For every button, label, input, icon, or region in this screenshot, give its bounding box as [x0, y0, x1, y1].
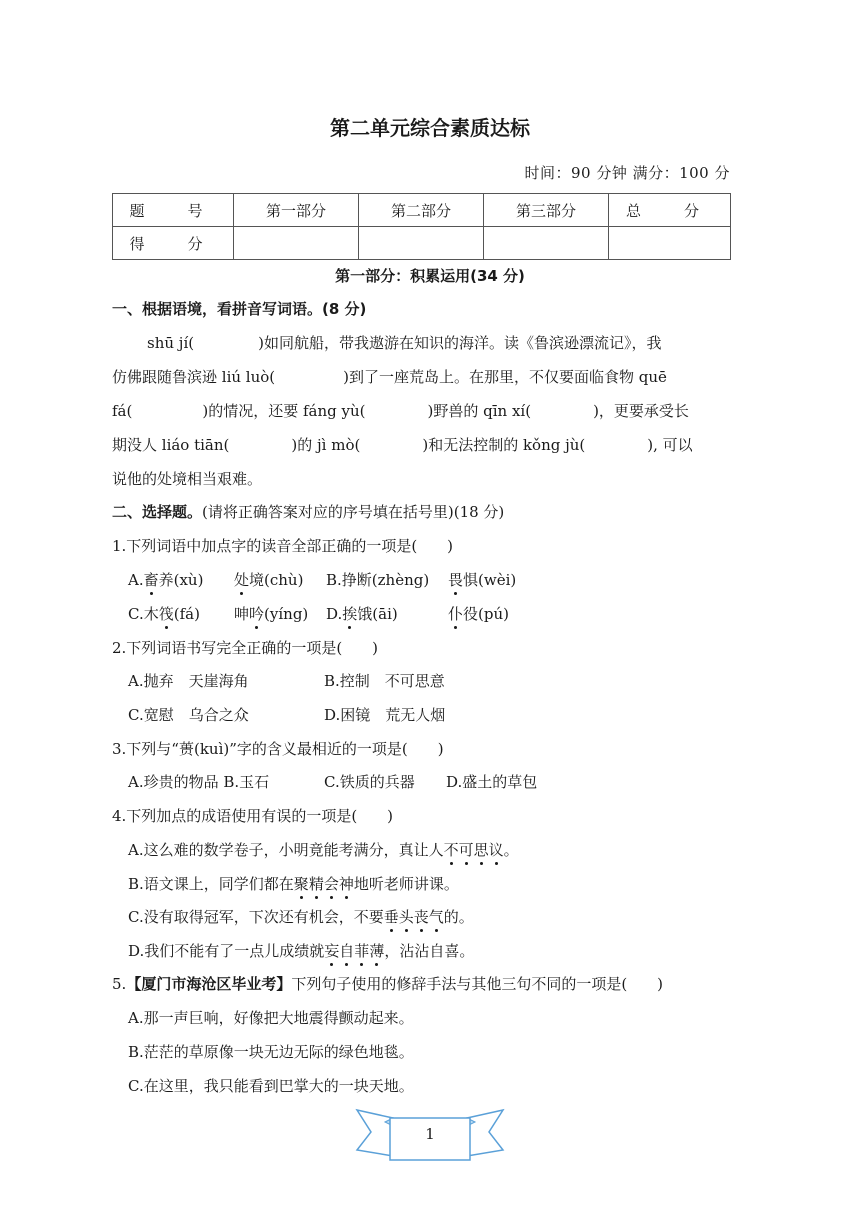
item1-option-b[interactable] [326, 569, 448, 590]
option-text: 境(chù) [249, 571, 304, 589]
q1-text: 仿佛跟随鲁滨逊 liú luò( [112, 368, 276, 386]
option-text: 。 [503, 841, 519, 859]
item3-option-ab[interactable]: A.珍贵的物品 B.玉石 [128, 773, 270, 791]
q1-text: )的情况，还要 fáng yù( [202, 402, 366, 420]
option-text: 地听老师讲课。 [353, 875, 459, 893]
page-title: 第二单元综合素质达标 [330, 116, 530, 140]
q1-line-1 [147, 332, 731, 353]
q1-text: )野兽的 qīn xí( [427, 402, 532, 420]
page-number: 1 [425, 1125, 435, 1143]
q1-text: )和无法控制的 kǒng jù( [422, 436, 586, 454]
time-info: 时间：90 分钟 满分：100 分 [524, 164, 730, 182]
dotted-idiom [324, 942, 384, 960]
item5-option-b[interactable]: B.茫茫的草原像一块无边无际的绿色地毯。 [128, 1043, 414, 1061]
item5-stem [112, 973, 731, 994]
q1-text: )如同航船，带我遨游在知识的海洋。读《鲁滨逊漂流记》，我 [258, 334, 662, 352]
q1-text: shū jí( [147, 334, 195, 352]
dotted-char: 可 [458, 841, 474, 859]
score-header-cell: 题 号 [113, 194, 234, 227]
q1-heading: 一、根据语境，看拼音写词语。(8 分) [112, 300, 367, 318]
dotted-idiom [294, 875, 354, 893]
dotted-char: 挨 [342, 605, 358, 623]
score-input-cell[interactable] [234, 227, 359, 260]
item2-options-row1 [128, 670, 747, 691]
q1-text: )的 jì mò( [291, 436, 361, 454]
item1-option-d[interactable] [326, 603, 448, 624]
dotted-char: 丧 [413, 908, 429, 926]
option-prefix: D. [326, 605, 343, 623]
dotted-char: 菲 [354, 942, 370, 960]
dotted-char: 头 [398, 908, 414, 926]
option-prefix: A. [128, 571, 144, 589]
item1-word4b [448, 605, 509, 623]
item1-stem: 1.下列词语中加点字的读音全部正确的一项是( ) [112, 537, 454, 555]
score-row-label: 得 分 [113, 227, 234, 260]
option-prefix: C.木 [128, 605, 159, 623]
item-number: 5. [112, 975, 127, 993]
q1-text: 期没人 liáo tiān( [112, 436, 230, 454]
item2-option-b[interactable]: B.控制 不可思意 [324, 672, 445, 690]
item1-word4 [448, 571, 516, 589]
item1-option-a[interactable] [128, 569, 234, 590]
option-text: 呻 [234, 605, 250, 623]
item4-option-a[interactable] [128, 839, 747, 860]
score-header-cell: 第一部分 [234, 194, 359, 227]
score-header-cell: 第二部分 [359, 194, 484, 227]
option-text: B.语文课上，同学们都在 [128, 875, 294, 893]
score-table-header-row [113, 194, 731, 227]
dotted-char: 吟 [249, 605, 265, 623]
q2-heading-bold: 二、选择题。 [112, 503, 203, 521]
score-input-cell[interactable] [609, 227, 731, 260]
dotted-char: 思 [473, 841, 489, 859]
q1-line-3 [112, 400, 731, 421]
item3-option-c[interactable]: C.铁质的兵器 [324, 773, 415, 791]
stem-text: 下列句子使用的修辞手法与其他三句不同的一项是( ) [291, 975, 664, 993]
dotted-char: 垂 [383, 908, 399, 926]
score-table [112, 193, 731, 260]
dotted-char: 畏 [448, 571, 464, 589]
dotted-char: 畜 [143, 571, 159, 589]
dotted-char: 薄 [369, 942, 385, 960]
dotted-char: 气 [428, 908, 444, 926]
option-prefix: B.挣 [326, 571, 357, 589]
option-text: 断(zhèng) [356, 571, 430, 589]
q1-text: fá( [112, 402, 133, 420]
item5-option-a[interactable]: A.那一声巨响，好像把大地震得颤动起来。 [128, 1009, 414, 1027]
score-table-score-row [113, 227, 731, 260]
item4-option-d[interactable] [128, 940, 747, 961]
item3-stem: 3.下列与“蒉(kuì)”字的含义最相近的一项是( ) [112, 740, 444, 758]
q1-text: )，更要承受长 [593, 402, 689, 420]
option-text: 惧(wèi) [463, 571, 517, 589]
item2-option-a[interactable]: A.抛弃 天崖海角 [128, 672, 249, 690]
item4-option-c[interactable] [128, 906, 747, 927]
part1-title: 第一部分：积累运用(34 分) [335, 267, 525, 285]
q1-line-2 [112, 366, 731, 387]
item1-option-c[interactable] [128, 603, 234, 624]
q2-heading-rest: (请将正确答案对应的序号填在括号里)(18 分) [202, 503, 505, 521]
score-input-cell[interactable] [484, 227, 609, 260]
q1-text: )到了一座荒岛上。在那里，不仅要面临食物 quē [343, 368, 667, 386]
item4-option-b[interactable] [128, 873, 747, 894]
option-text: 养(xù) [158, 571, 204, 589]
q1-text: ), 可以 [647, 436, 693, 454]
dotted-char: 妄 [324, 942, 340, 960]
option-text: 饿(āi) [357, 605, 398, 623]
q2-heading [112, 501, 731, 522]
dotted-char: 仆 [448, 605, 464, 623]
item1-word2 [234, 569, 326, 590]
item4-stem: 4.下列加点的成语使用有误的一项是( ) [112, 807, 394, 825]
score-header-cell: 总 分 [609, 194, 731, 227]
dotted-char: 会 [323, 875, 339, 893]
option-text: 的。 [443, 908, 474, 926]
item3-options [128, 771, 747, 792]
item1-word2b [234, 603, 326, 624]
dotted-char: 精 [308, 875, 324, 893]
dotted-idiom [444, 841, 504, 859]
option-text: (fá) [173, 605, 200, 623]
option-text: 役(pú) [463, 605, 509, 623]
item2-option-d[interactable]: D.困镜 荒无人烟 [324, 706, 446, 724]
item1-options-row1 [128, 569, 747, 590]
option-text: (yíng) [264, 605, 309, 623]
dotted-char: 不 [443, 841, 459, 859]
item1-options-row2 [128, 603, 747, 624]
item2-stem: 2.下列词语书写完全正确的一项是( ) [112, 639, 379, 657]
score-header-cell: 第三部分 [484, 194, 609, 227]
option-text: C.没有取得冠军，下次还有机会，不要 [128, 908, 384, 926]
dotted-char: 筏 [158, 605, 174, 623]
dotted-char: 议 [488, 841, 504, 859]
option-text: A.这么难的数学卷子，小明竟能考满分，真让人 [128, 841, 444, 859]
item3-option-d[interactable]: D.盛土的草包 [446, 773, 538, 791]
option-text: D.我们不能有了一点儿成绩就 [128, 942, 325, 960]
q1-line-4 [112, 434, 731, 455]
item5-option-c[interactable]: C.在这里，我只能看到巴掌大的一块天地。 [128, 1077, 414, 1095]
option-text: ，沾沾自喜。 [384, 942, 475, 960]
item2-options-row2 [128, 704, 747, 725]
item2-option-c[interactable]: C.宽慰 乌合之众 [128, 706, 249, 724]
score-input-cell[interactable] [359, 227, 484, 260]
source-tag: 【厦门市海沧区毕业考】 [126, 975, 292, 993]
q1-line-5: 说他的处境相当艰难。 [112, 470, 263, 488]
dotted-char: 聚 [293, 875, 309, 893]
dotted-char: 神 [338, 875, 354, 893]
dotted-char: 自 [339, 942, 355, 960]
dotted-char: 处 [234, 571, 250, 589]
dotted-idiom [384, 908, 444, 926]
